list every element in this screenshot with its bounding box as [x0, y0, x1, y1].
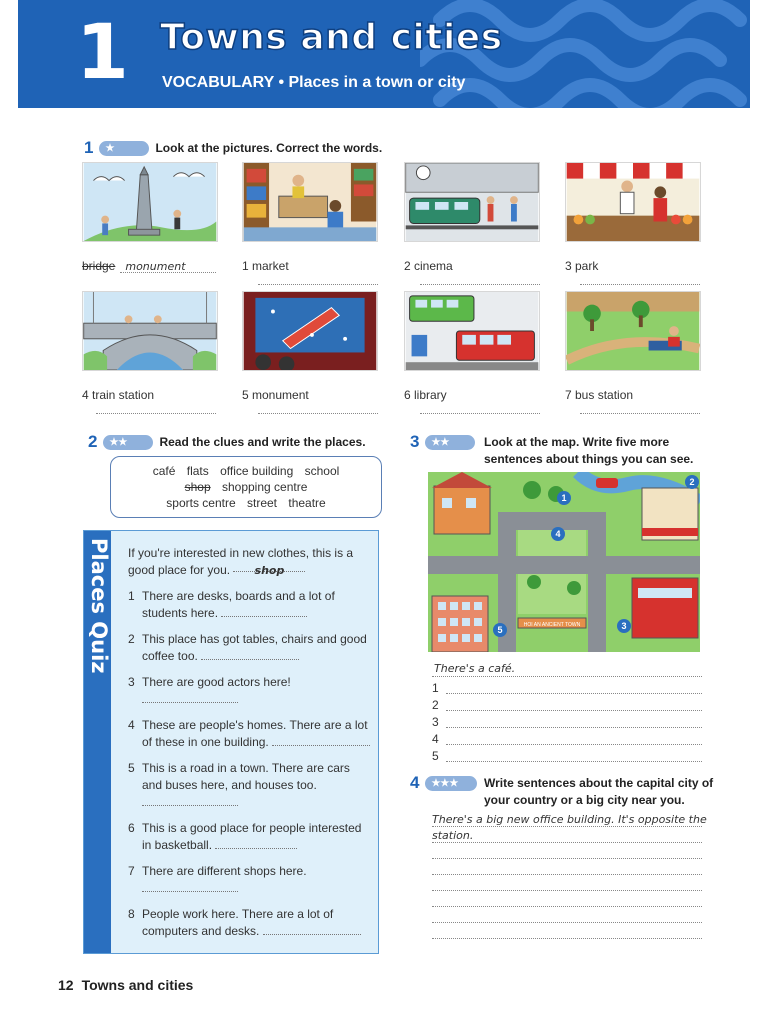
map-marker: 4	[555, 529, 561, 539]
word: shopping centre	[221, 480, 308, 494]
exercise-instruction: Write sentences about the capital city of your country or a big city near you.	[484, 776, 714, 807]
page-number: 12	[58, 977, 74, 993]
exercise-number: 3	[410, 432, 420, 451]
answer-line[interactable]	[580, 413, 700, 414]
word-row-1	[111, 463, 381, 479]
exercise-4-example-line-2: station.	[432, 829, 474, 842]
word: school	[304, 464, 340, 478]
answer-line[interactable]	[446, 693, 702, 694]
map-sign-text: HOI AN ANCIENT TOWN	[523, 622, 581, 628]
quiz-items	[128, 545, 373, 949]
line-number: 2	[432, 698, 439, 712]
example-label	[82, 259, 186, 273]
answer-line[interactable]	[446, 710, 702, 711]
answer-line[interactable]	[432, 858, 702, 859]
exercise-instruction: Look at the map. Write five more sentences about things you can see.	[484, 435, 694, 466]
exercise-number: 4	[410, 773, 420, 792]
answer-line	[432, 826, 702, 827]
picture-library	[242, 162, 378, 242]
quiz-clue	[128, 906, 373, 940]
word: theatre	[288, 496, 326, 510]
answer-line	[432, 842, 702, 843]
picture-cinema	[242, 291, 378, 371]
star-rating-icon: ★	[99, 141, 149, 156]
answer-line[interactable]	[420, 284, 540, 285]
exercise-number: 1	[84, 138, 94, 157]
library-illustration	[243, 163, 377, 241]
picture-label: 2 cinema	[404, 259, 453, 273]
places-quiz-panel	[83, 530, 379, 954]
answer-line[interactable]	[263, 925, 361, 935]
answer-line[interactable]	[215, 839, 297, 849]
quiz-clue	[128, 674, 373, 708]
answer-line[interactable]	[201, 650, 299, 660]
picture-bus-station	[404, 291, 540, 371]
answer-line[interactable]	[580, 284, 700, 285]
town-map	[428, 472, 700, 652]
answer-line[interactable]	[258, 284, 378, 285]
quiz-example	[128, 545, 373, 579]
example-answer: monument	[125, 260, 186, 273]
exercise-3-heading	[410, 432, 481, 452]
page-footer	[58, 977, 193, 993]
clue-number: 3	[128, 675, 135, 689]
answer-line[interactable]	[96, 413, 216, 414]
unit-title: Towns and cities	[160, 17, 503, 58]
line-number: 4	[432, 732, 439, 746]
picture-label: 1 market	[242, 259, 289, 273]
quiz-example-clue: If you're interested in new clothes, this is a good place for you.	[128, 546, 354, 577]
answer-line[interactable]	[446, 727, 702, 728]
map-marker: 1	[561, 493, 567, 503]
park-illustration	[566, 292, 700, 370]
answer-line[interactable]	[446, 761, 702, 762]
unit-subtitle: VOCABULARY • Places in a town or city	[162, 74, 466, 91]
exercise-3-instruction	[484, 434, 714, 468]
exercise-3-example: There's a café.	[434, 662, 516, 675]
clue-number: 7	[128, 864, 135, 878]
answer-line	[432, 676, 702, 677]
word-row-3	[111, 495, 381, 511]
clue-text: There are desks, boards and a lot of students here.	[142, 589, 335, 620]
clue-number: 4	[128, 718, 135, 732]
line-number: 3	[432, 715, 439, 729]
quiz-example-answer: shop	[254, 564, 285, 577]
exercise-4-example-line-1: There's a big new office building. It's opposite the	[432, 813, 707, 826]
quiz-clue	[128, 717, 373, 751]
word: flats	[186, 464, 209, 478]
clue-text: There are good actors here!	[142, 675, 291, 689]
answer-line[interactable]	[432, 890, 702, 891]
picture-label: 4 train station	[82, 388, 155, 402]
answer-line[interactable]	[420, 413, 540, 414]
monument-illustration	[83, 163, 217, 241]
clue-number: 8	[128, 907, 135, 921]
clue-text: This is a good place for people interested in basketball.	[142, 821, 362, 852]
clue-text: People work here. There are a lot of computers and desks.	[142, 907, 334, 938]
picture-train-station	[404, 162, 540, 242]
map-marker: 2	[689, 477, 695, 487]
answer-line[interactable]	[446, 744, 702, 745]
answer-line[interactable]	[432, 906, 702, 907]
word-struck: shop	[184, 480, 211, 494]
town-map-illustration	[428, 472, 700, 652]
picture-park	[565, 291, 701, 371]
answer-line[interactable]	[142, 882, 238, 892]
exercise-4-instruction	[484, 775, 722, 809]
quiz-clue	[128, 760, 373, 811]
quiz-clue	[128, 588, 373, 622]
star-rating-icon: ★★★	[425, 776, 477, 791]
exercise-1-heading	[84, 138, 382, 158]
clue-text: There are different shops here.	[142, 864, 307, 878]
quiz-clue	[128, 863, 373, 897]
clue-text: These are people's homes. There are a lot of these in one building.	[142, 718, 368, 749]
quiz-title-band	[84, 531, 111, 953]
exercise-4-heading	[410, 773, 483, 793]
answer-line[interactable]	[432, 938, 702, 939]
quiz-example-answer-line	[233, 562, 305, 577]
clue-number: 2	[128, 632, 135, 646]
cinema-illustration	[243, 292, 377, 370]
answer-line[interactable]	[272, 736, 370, 746]
picture-label: 6 library	[404, 388, 447, 402]
line-number: 1	[432, 681, 439, 695]
word: sports centre	[166, 496, 236, 510]
word-row-2	[111, 479, 381, 495]
picture-label: 3 park	[565, 259, 599, 273]
exercise-number: 2	[88, 432, 98, 451]
picture-label: 7 bus station	[565, 388, 634, 402]
answer-line[interactable]	[142, 796, 238, 806]
answer-line[interactable]	[432, 874, 702, 875]
exercise-2-heading	[88, 432, 366, 452]
word-box	[110, 456, 382, 518]
answer-line	[120, 272, 216, 273]
market-illustration	[566, 163, 700, 241]
footer-section-title: Towns and cities	[81, 977, 194, 993]
map-marker: 3	[621, 621, 627, 631]
train-station-illustration	[405, 163, 539, 241]
example-wrong-word: bridge	[82, 259, 116, 273]
map-marker: 5	[497, 625, 503, 635]
word: street	[247, 496, 278, 510]
quiz-clue	[128, 820, 373, 854]
answer-line[interactable]	[221, 607, 307, 617]
answer-line[interactable]	[142, 693, 238, 703]
word: café	[152, 464, 176, 478]
unit-number: 1	[76, 7, 129, 96]
unit-header	[18, 0, 750, 108]
star-rating-icon: ★★	[425, 435, 475, 450]
clue-number: 6	[128, 821, 135, 835]
quiz-clue	[128, 631, 373, 665]
exercise-instruction: Read the clues and write the places.	[159, 435, 366, 449]
clue-text: This place has got tables, chairs and good coffee too.	[142, 632, 367, 663]
answer-line[interactable]	[258, 413, 378, 414]
clue-text: This is a road in a town. There are cars and buses here, and houses too.	[142, 761, 350, 792]
exercise-instruction: Look at the pictures. Correct the words.	[155, 141, 383, 155]
bus-station-illustration	[405, 292, 539, 370]
answer-line[interactable]	[432, 922, 702, 923]
quiz-title: Places Quiz	[87, 538, 111, 674]
star-rating-icon: ★★	[103, 435, 153, 450]
picture-bridge	[82, 291, 218, 371]
clue-number: 5	[128, 761, 135, 775]
word: office building	[220, 464, 294, 478]
picture-label: 5 monument	[242, 388, 309, 402]
picture-market	[565, 162, 701, 242]
line-number: 5	[432, 749, 439, 763]
clue-number: 1	[128, 589, 135, 603]
picture-monument	[82, 162, 218, 242]
bridge-illustration	[83, 292, 217, 370]
